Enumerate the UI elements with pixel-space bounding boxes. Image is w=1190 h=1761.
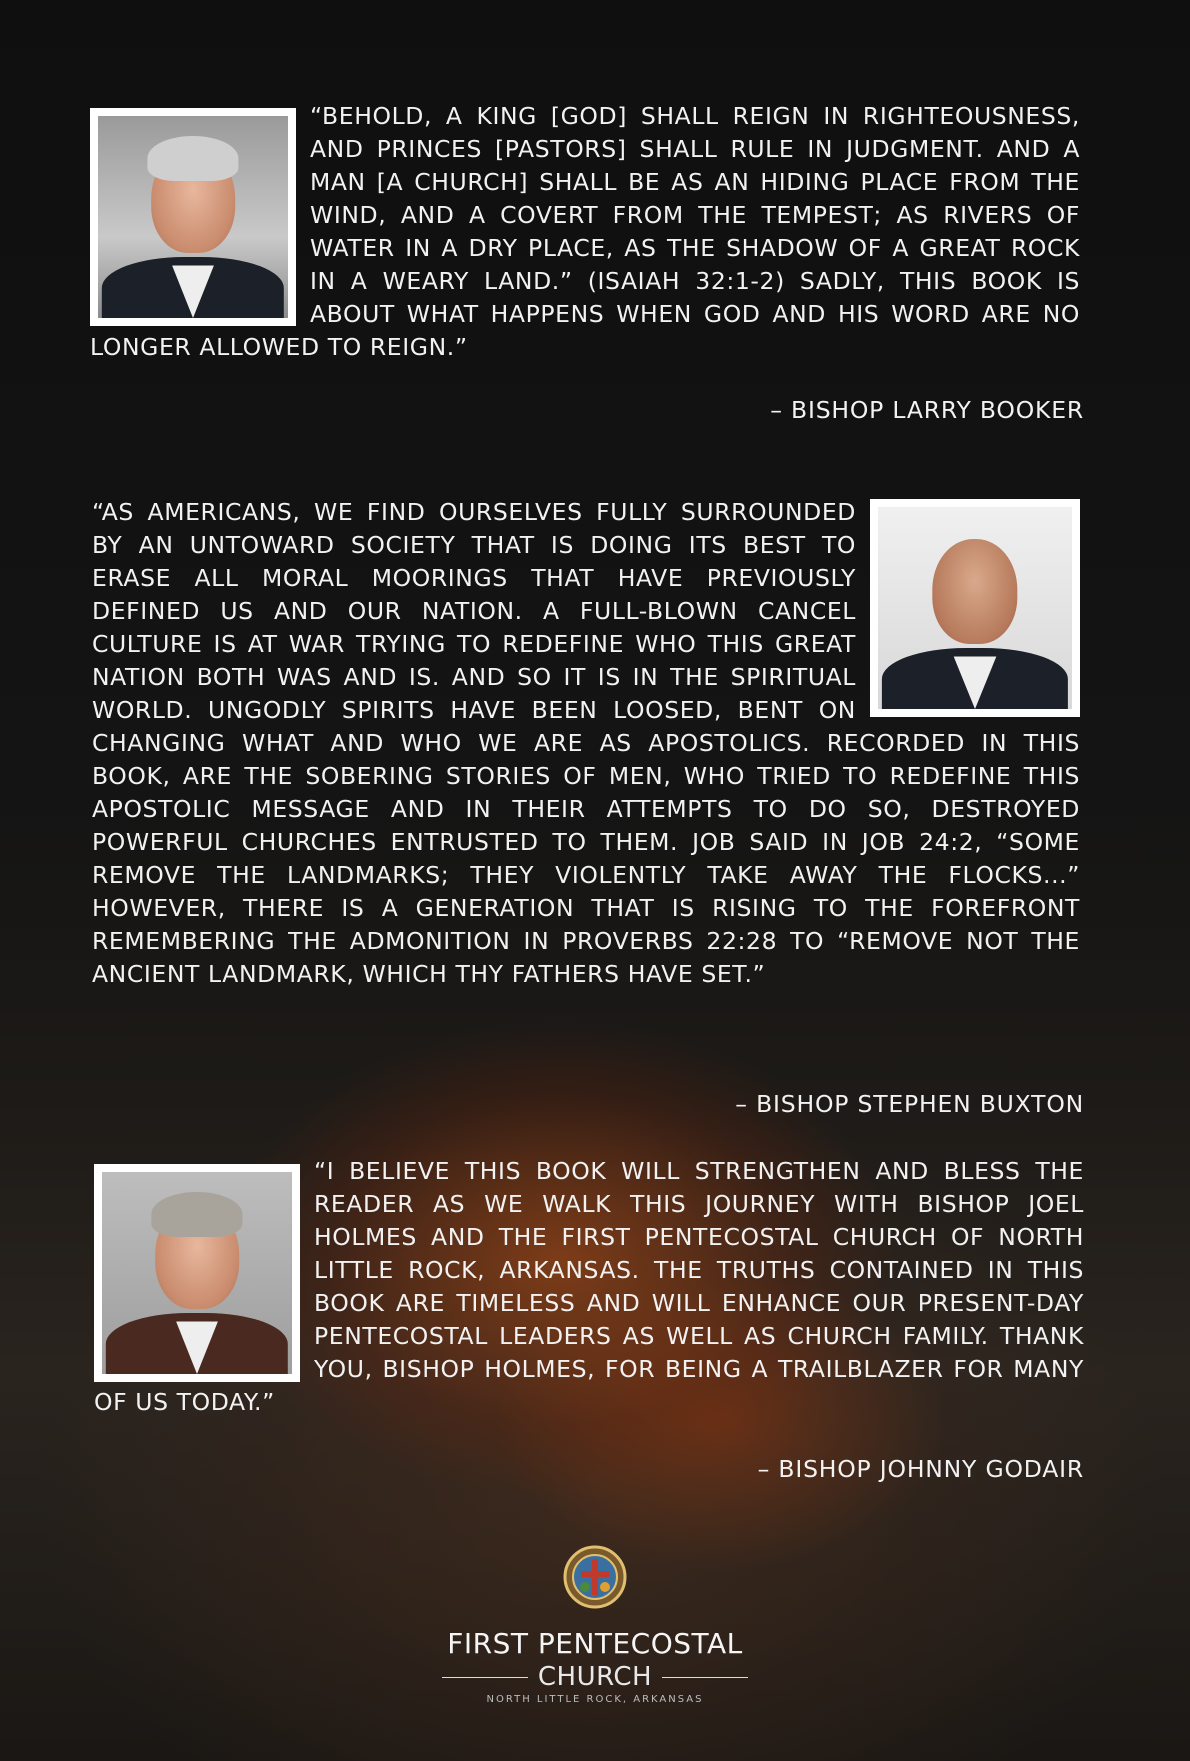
- church-name-line2: CHURCH: [537, 1662, 653, 1692]
- testimonial-1-text: “BEHOLD, A KING [GOD] SHALL REIGN IN RIGHTEOUSNESS, AND PRINCES [PASTORS] SHALL RULE IN JUDGMENT. AND A MAN [A CHURCH] SHALL BE AS AN HIDING PLACE FROM THE WIND, AND A COVERT FROM THE TEMPEST; AS RIVERS OF WATER IN A DRY PLACE, AS THE SHADOW OF A GREAT ROCK IN A WEARY LAND.” (ISAIAH 32:1-2) SADLY, THIS BOOK IS ABOUT WHAT HAPPENS WHEN GOD AND HIS WORD ARE NO LONGER ALLOWED TO REIGN.”: [90, 102, 1080, 361]
- church-seal-icon: [563, 1545, 627, 1609]
- church-name-line1: FIRST PENTECOSTAL: [447, 1627, 743, 1660]
- portrait-stephen-buxton: [870, 499, 1080, 717]
- portrait-larry-booker: [90, 108, 296, 326]
- testimonial-2: [92, 496, 1080, 991]
- testimonial-2-text: “AS AMERICANS, WE FIND OURSELVES FULLY SURROUNDED BY AN UNTOWARD SOCIETY THAT IS DOING ITS BEST TO ERASE ALL MORAL MOORINGS THAT HAVE PREVIOUSLY DEFINED US AND OUR NATION. A FULL-BLOWN CANCEL CULTURE IS AT WAR TRYING TO REDEFINE WHO THIS GREAT NATION BOTH WAS AND IS. AND SO IT IS IN THE SPIRITUAL WORLD. UNGODLY SPIRITS HAVE BEEN LOOSED, BENT ON CHANGING WHAT AND WHO WE ARE AS APOSTOLICS. RECORDED IN THIS BOOK, ARE THE SOBERING STORIES OF MEN, WHO TRIED TO REDEFINE THIS APOSTOLIC MESSAGE AND IN THEIR ATTEMPTS TO DO SO, DESTROYED POWERFUL CHURCHES ENTRUSTED TO THEM. JOB SAID IN JOB 24:2, “SOME REMOVE THE LANDMARKS; THEY VIOLENTLY TAKE AWAY THE FLOCKS...” HOWEVER, THERE IS A GENERATION THAT IS RISING TO THE FOREFRONT REMEMBERING THE ADMONITION IN PROVERBS 22:28 TO “REMOVE NOT THE ANCIENT LANDMARK, WHICH THY FATHERS HAVE SET.”: [92, 498, 1080, 988]
- testimonial-1-author: – BISHOP LARRY BOOKER: [770, 396, 1084, 424]
- testimonial-2-author: – BISHOP STEPHEN BUXTON: [735, 1090, 1084, 1118]
- testimonial-1: [90, 100, 1080, 364]
- testimonial-3: [94, 1155, 1084, 1419]
- church-location: NORTH LITTLE ROCK, ARKANSAS: [486, 1694, 704, 1705]
- testimonial-3-author: – BISHOP JOHNNY GODAIR: [757, 1455, 1084, 1483]
- testimonial-3-text: “I BELIEVE THIS BOOK WILL STRENGTHEN AND BLESS THE READER AS WE WALK THIS JOURNEY WITH BISHOP JOEL HOLMES AND THE FIRST PENTECOSTAL CHURCH OF NORTH LITTLE ROCK, ARKANSAS. THE TRUTHS CONTAINED IN THIS BOOK ARE TIMELESS AND WILL ENHANCE OUR PRESENT-DAY PENTECOSTAL LEADERS AS WELL AS CHURCH FAMILY. THANK YOU, BISHOP HOLMES, FOR BEING A TRAILBLAZER FOR MANY OF US TODAY.”: [94, 1157, 1084, 1416]
- church-logo: [0, 1545, 1190, 1705]
- portrait-johnny-godair: [94, 1164, 300, 1382]
